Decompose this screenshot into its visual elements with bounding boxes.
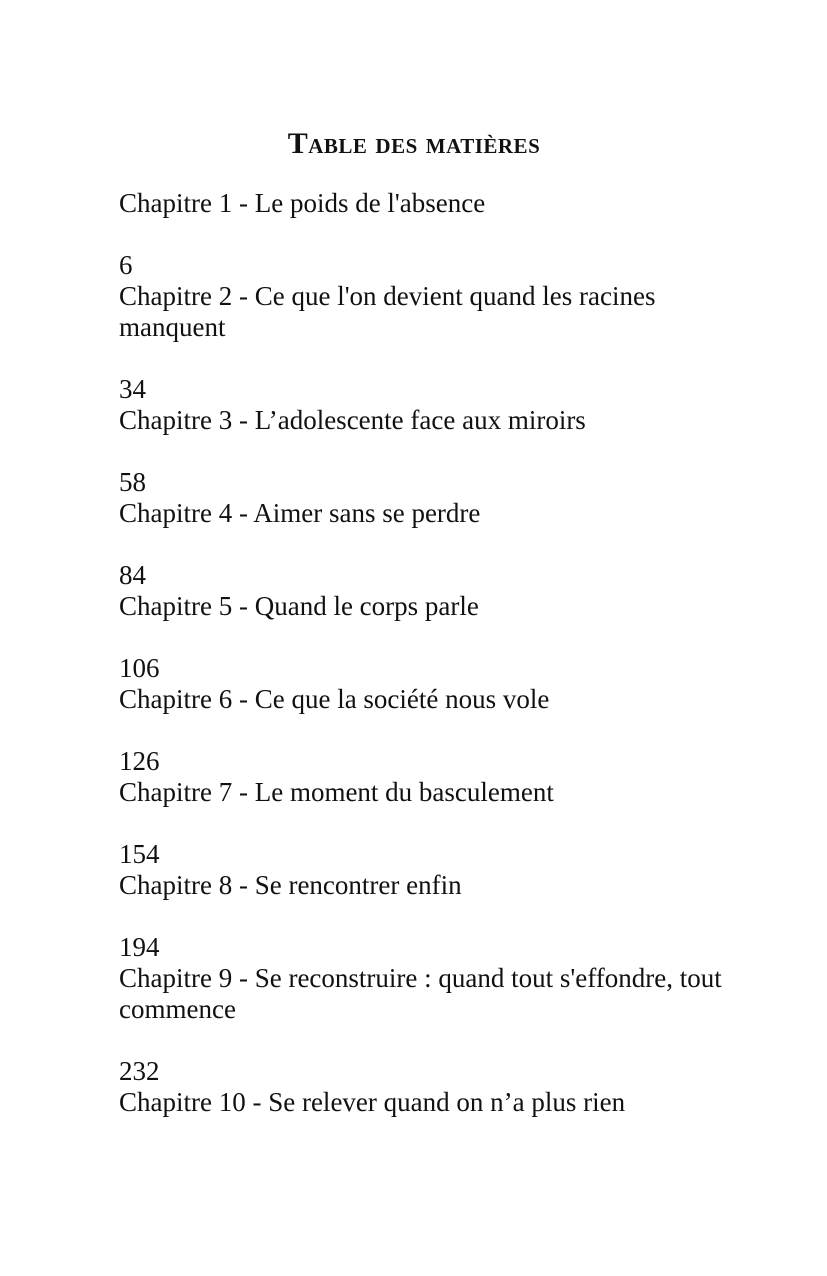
entry-spacer bbox=[119, 715, 759, 746]
toc-title: Table des matières bbox=[287, 127, 541, 160]
page-number: 34 bbox=[119, 374, 146, 404]
chapter-title: Chapitre 2 - Ce que l'on devient quand les racines manquent bbox=[119, 281, 656, 342]
toc-entry bbox=[119, 870, 759, 963]
toc-entry bbox=[119, 188, 759, 281]
toc-entry bbox=[119, 777, 759, 870]
chapter-title: Chapitre 9 - Se reconstruire : quand tout s'effondre, tout commence bbox=[119, 963, 722, 1024]
chapter-title: Chapitre 7 - Le moment du basculement bbox=[119, 777, 554, 807]
entry-spacer bbox=[119, 529, 759, 560]
entry-spacer bbox=[119, 219, 759, 250]
entry-spacer bbox=[119, 808, 759, 839]
chapter-title: Chapitre 10 - Se relever quand on n’a plus rien bbox=[119, 1087, 626, 1117]
page-number: 106 bbox=[119, 653, 160, 683]
chapter-title: Chapitre 1 - Le poids de l'absence bbox=[119, 188, 486, 218]
toc-entry bbox=[119, 405, 759, 498]
entry-spacer bbox=[119, 1025, 759, 1056]
page-number: 232 bbox=[119, 1056, 160, 1086]
entry-spacer bbox=[119, 622, 759, 653]
table-of-contents bbox=[119, 188, 759, 1118]
toc-entry bbox=[119, 591, 759, 684]
page-number: 6 bbox=[119, 250, 133, 280]
page-number: 126 bbox=[119, 746, 160, 776]
toc-entry bbox=[119, 498, 759, 591]
toc-entry bbox=[119, 281, 759, 405]
chapter-title: Chapitre 6 - Ce que la société nous vole bbox=[119, 684, 550, 714]
page-number: 194 bbox=[119, 932, 160, 962]
page-number: 154 bbox=[119, 839, 160, 869]
page-number: 84 bbox=[119, 560, 146, 590]
toc-entry bbox=[119, 684, 759, 777]
entry-spacer bbox=[119, 901, 759, 932]
chapter-title: Chapitre 4 - Aimer sans se perdre bbox=[119, 498, 481, 528]
toc-entry bbox=[119, 1087, 759, 1118]
chapter-title: Chapitre 5 - Quand le corps parle bbox=[119, 591, 479, 621]
page-number: 58 bbox=[119, 467, 146, 497]
entry-spacer bbox=[119, 343, 759, 374]
toc-entry bbox=[119, 963, 759, 1087]
chapter-title: Chapitre 8 - Se rencontrer enfin bbox=[119, 870, 462, 900]
chapter-title: Chapitre 3 - L’adolescente face aux miroirs bbox=[119, 405, 586, 435]
entry-spacer bbox=[119, 436, 759, 467]
